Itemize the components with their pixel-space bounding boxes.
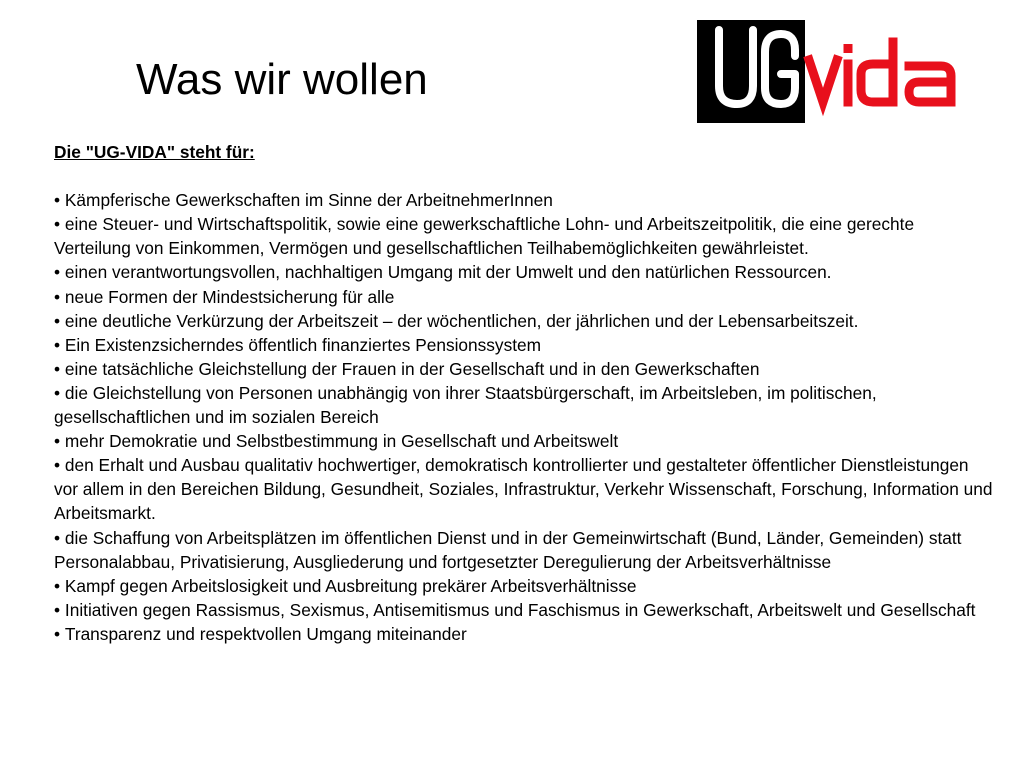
list-item-text: neue Formen der Mindestsicherung für alle (64, 286, 395, 307)
bullet-mark: • (54, 310, 61, 331)
list-item (54, 309, 994, 333)
list-item-text: die Gleichstellung von Personen unabhängig von ihrer Staatsbürgerschaft, im Arbeitsleben, im politischen, gesellschaftlichen und im sozialen Bereich (54, 382, 877, 428)
list-item (54, 526, 994, 574)
list-item (54, 188, 994, 212)
bullet-mark: • (54, 575, 61, 596)
list-item (54, 260, 994, 284)
bullet-mark: • (54, 262, 61, 283)
bullet-mark: • (54, 334, 61, 355)
bullet-mark: • (54, 214, 61, 235)
list-item-text: eine Steuer- und Wirtschaftspolitik, sowie eine gewerkschaftliche Lohn- und Arbeitszeitpolitik, die eine gerechte Verteilung von Einkommen, Vermögen und gesellschaftlichen Teilhabemöglichkeiten gewährleistet. (54, 214, 915, 259)
list-item-text: eine deutliche Verkürzung der Arbeitszeit – der wöchentlichen, der jährlichen und der Lebensarbeitszeit. (64, 310, 859, 331)
bullet-mark: • (54, 431, 61, 452)
list-item-text: Ein Existenzsicherndes öffentlich finanziertes Pensionssystem (64, 334, 542, 355)
list-item-text: mehr Demokratie und Selbstbestimmung in Gesellschaft und Arbeitswelt (64, 431, 619, 452)
bullet-mark: • (54, 382, 61, 403)
list-item (54, 429, 994, 453)
bullet-mark: • (54, 599, 61, 620)
bullet-mark: • (54, 527, 61, 548)
bullet-mark: • (54, 358, 61, 379)
list-item (54, 622, 994, 646)
bullet-mark: • (54, 455, 61, 476)
list-item (54, 285, 994, 309)
ug-vida-logo (697, 20, 965, 123)
list-item-text: Kämpferische Gewerkschaften im Sinne der ArbeitnehmerInnen (64, 190, 553, 211)
list-item (54, 381, 994, 429)
list-item-text: einen verantwortungsvollen, nachhaltigen Umgang mit der Umwelt und den natürlichen Ressourcen. (64, 262, 832, 283)
list-item-text: Initiativen gegen Rassismus, Sexismus, Antisemitismus und Faschismus in Gewerkschaft, Arbeitswelt und Gesellschaft (64, 599, 976, 620)
list-item (54, 333, 994, 357)
bullet-mark: • (54, 623, 61, 644)
list-item-text: Kampf gegen Arbeitslosigkeit und Ausbreitung prekärer Arbeitsverhältnisse (64, 575, 637, 596)
bullet-mark: • (54, 190, 61, 211)
list-item-text: den Erhalt und Ausbau qualitativ hochwertiger, demokratisch kontrollierter und gestalteter öffentlicher Dienstleistungen vor allem in den Bereichen Bildung, Gesundheit, Soziales, Infrastruktur, Verkehr Wissenschaft, Forschung, Information und Arbeitsmarkt. (54, 455, 993, 524)
bullet-mark: • (54, 286, 61, 307)
slide-title: Was wir wollen (136, 55, 428, 104)
list-item (54, 357, 994, 381)
content-block (54, 140, 994, 646)
list-item (54, 453, 994, 525)
list-item-text: die Schaffung von Arbeitsplätzen im öffentlichen Dienst und in der Gemeinwirtschaft (Bund, Länder, Gemeinden) statt Personalabbau, Privatisierung, Ausgliederung und fortgesetzter Deregulierung der Arbeitsverhältnisse (54, 527, 962, 572)
spacer (54, 164, 994, 188)
list-item (54, 212, 994, 260)
list-item (54, 598, 994, 622)
list-item-text: Transparenz und respektvollen Umgang miteinander (64, 623, 467, 644)
bullet-list (54, 188, 994, 646)
section-heading: Die "UG-VIDA" steht für: (54, 142, 255, 162)
list-item (54, 574, 994, 598)
list-item-text: eine tatsächliche Gleichstellung der Frauen in der Gesellschaft und in den Gewerkschaften (64, 358, 760, 379)
